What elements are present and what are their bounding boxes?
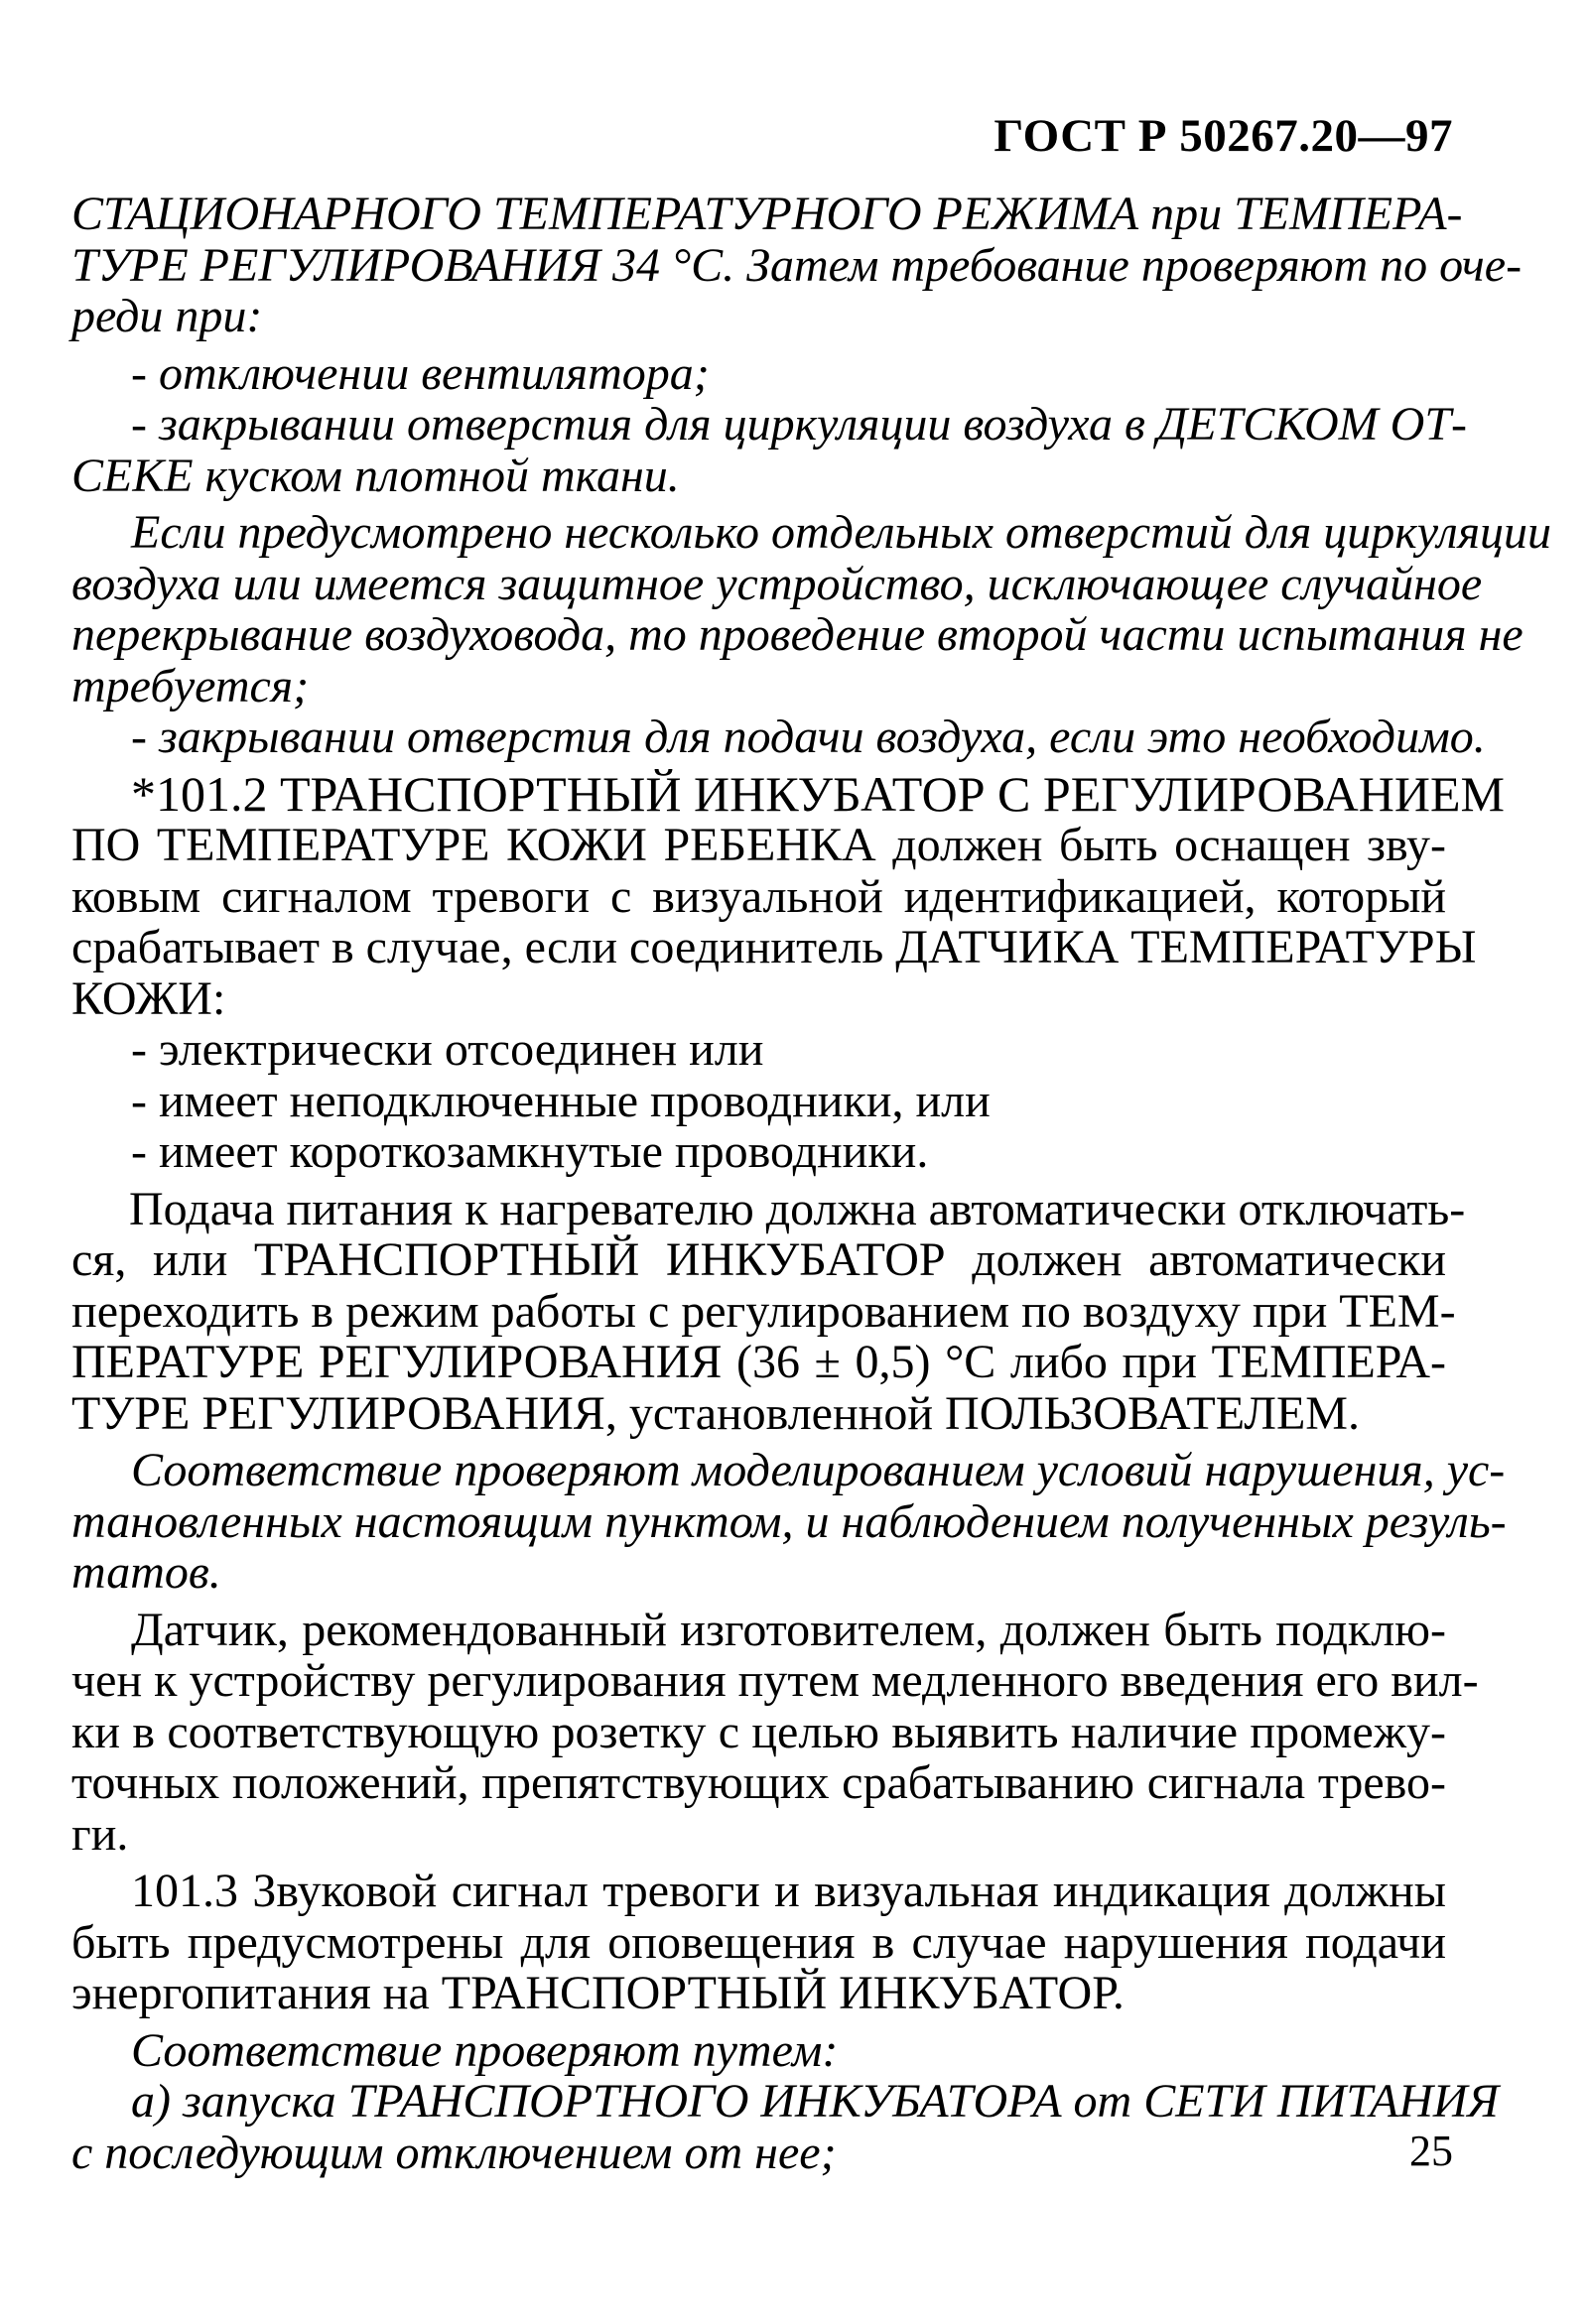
text-line: - закрывании отверстия для подачи воздуха, если это необходимо.	[131, 710, 1486, 763]
text-line: с последующим отключением от нее;	[71, 2126, 837, 2179]
text-line: быть предусмотрены для оповещения в случае нарушения подачи	[71, 1915, 1446, 1969]
text-line: ТУРЕ РЕГУЛИРОВАНИЯ, установленной ПОЛЬЗОВАТЕЛЕМ.	[71, 1386, 1360, 1440]
text-line: тановленных настоящим пунктом, и наблюдением полученных резуль-	[71, 1494, 1507, 1548]
text-line: Соответствие проверяют путем:	[131, 2023, 839, 2077]
text-line: энергопитания на ТРАНСПОРТНЫЙ ИНКУБАТОР.	[71, 1967, 1125, 2019]
text-line: переходить в режим работы с регулированием по воздуху при ТЕМ-	[71, 1284, 1456, 1338]
text-line: а) запуска ТРАНСПОРТНОГО ИНКУБАТОРА от СЕТИ ПИТАНИЯ	[131, 2075, 1500, 2128]
text-line: ковым сигналом тревоги с визуальной идентификацией, который	[71, 869, 1446, 923]
text-line: КОЖИ:	[71, 971, 226, 1025]
text-line: татов.	[71, 1546, 221, 1599]
text-line: ги.	[71, 1807, 129, 1861]
text-line: - электрически отсоединен или	[131, 1023, 764, 1076]
text-line: Датчик, рекомендованный изготовителем, должен быть подклю-	[131, 1603, 1446, 1656]
page-number: 25	[1409, 2127, 1453, 2175]
text-line: Если предусмотрено несколько отдельных отверстий для циркуляции	[131, 506, 1551, 559]
text-line: реди при:	[71, 290, 263, 342]
text-line: срабатывает в случае, если соединитель ДАТЧИКА ТЕМПЕРАТУРЫ	[71, 921, 1477, 973]
text-line: СТАЦИОНАРНОГО ТЕМПЕРАТУРНОГО РЕЖИМА при ТЕМПЕРА-	[71, 188, 1463, 240]
text-line: - имеет короткозамкнутые проводники.	[131, 1125, 929, 1178]
text-line: - имеет неподключенные проводники, или	[131, 1074, 991, 1127]
text-line: чен к устройству регулирования путем медленного введения его вил-	[71, 1654, 1479, 1707]
text-line: ПО ТЕМПЕРАТУРЕ КОЖИ РЕБЕНКА должен быть оснащен зву-	[71, 819, 1446, 871]
text-line: 101.3 Звуковой сигнал тревоги и визуальная индикация должны	[131, 1865, 1446, 1917]
text-line: ТУРЕ РЕГУЛИРОВАНИЯ 34 °С. Затем требование проверяют по оче-	[71, 238, 1523, 292]
text-line: точных положений, препятствующих срабатыванию сигнала трево-	[71, 1756, 1446, 1809]
page-body	[71, 188, 1551, 2179]
text-line: ки в соответствующую розетку с целью выявить наличие промежу-	[71, 1705, 1446, 1758]
text-line: - отключении вентилятора;	[131, 346, 710, 400]
text-line: - закрывании отверстия для циркуляции воздуха в ДЕТСКОМ ОТ-	[131, 398, 1467, 451]
text-line: Соответствие проверяют моделированием условий нарушения, ус-	[131, 1444, 1506, 1496]
text-line: требуется;	[71, 659, 310, 712]
text-line: ПЕРАТУРЕ РЕГУЛИРОВАНИЯ (36 ± 0,5) °С либо при ТЕМПЕРА-	[71, 1336, 1446, 1388]
text-line: воздуха или имеется защитное устройство, исключающее случайное	[71, 557, 1483, 610]
text-line: Подача питания к нагревателю должна автоматически отключать-	[129, 1182, 1466, 1235]
text-line: ся, или ТРАНСПОРТНЫЙ ИНКУБАТОР должен автоматически	[71, 1233, 1446, 1286]
text-line: СЕКЕ куском плотной ткани.	[71, 449, 680, 502]
document-header: ГОСТ Р 50267.20—97	[994, 110, 1453, 162]
text-line: перекрывание воздуховода, то проведение второй части испытания не	[71, 608, 1524, 661]
text-line: *101.2 ТРАНСПОРТНЫЙ ИНКУБАТОР С РЕГУЛИРОВАНИЕМ	[131, 765, 1505, 822]
